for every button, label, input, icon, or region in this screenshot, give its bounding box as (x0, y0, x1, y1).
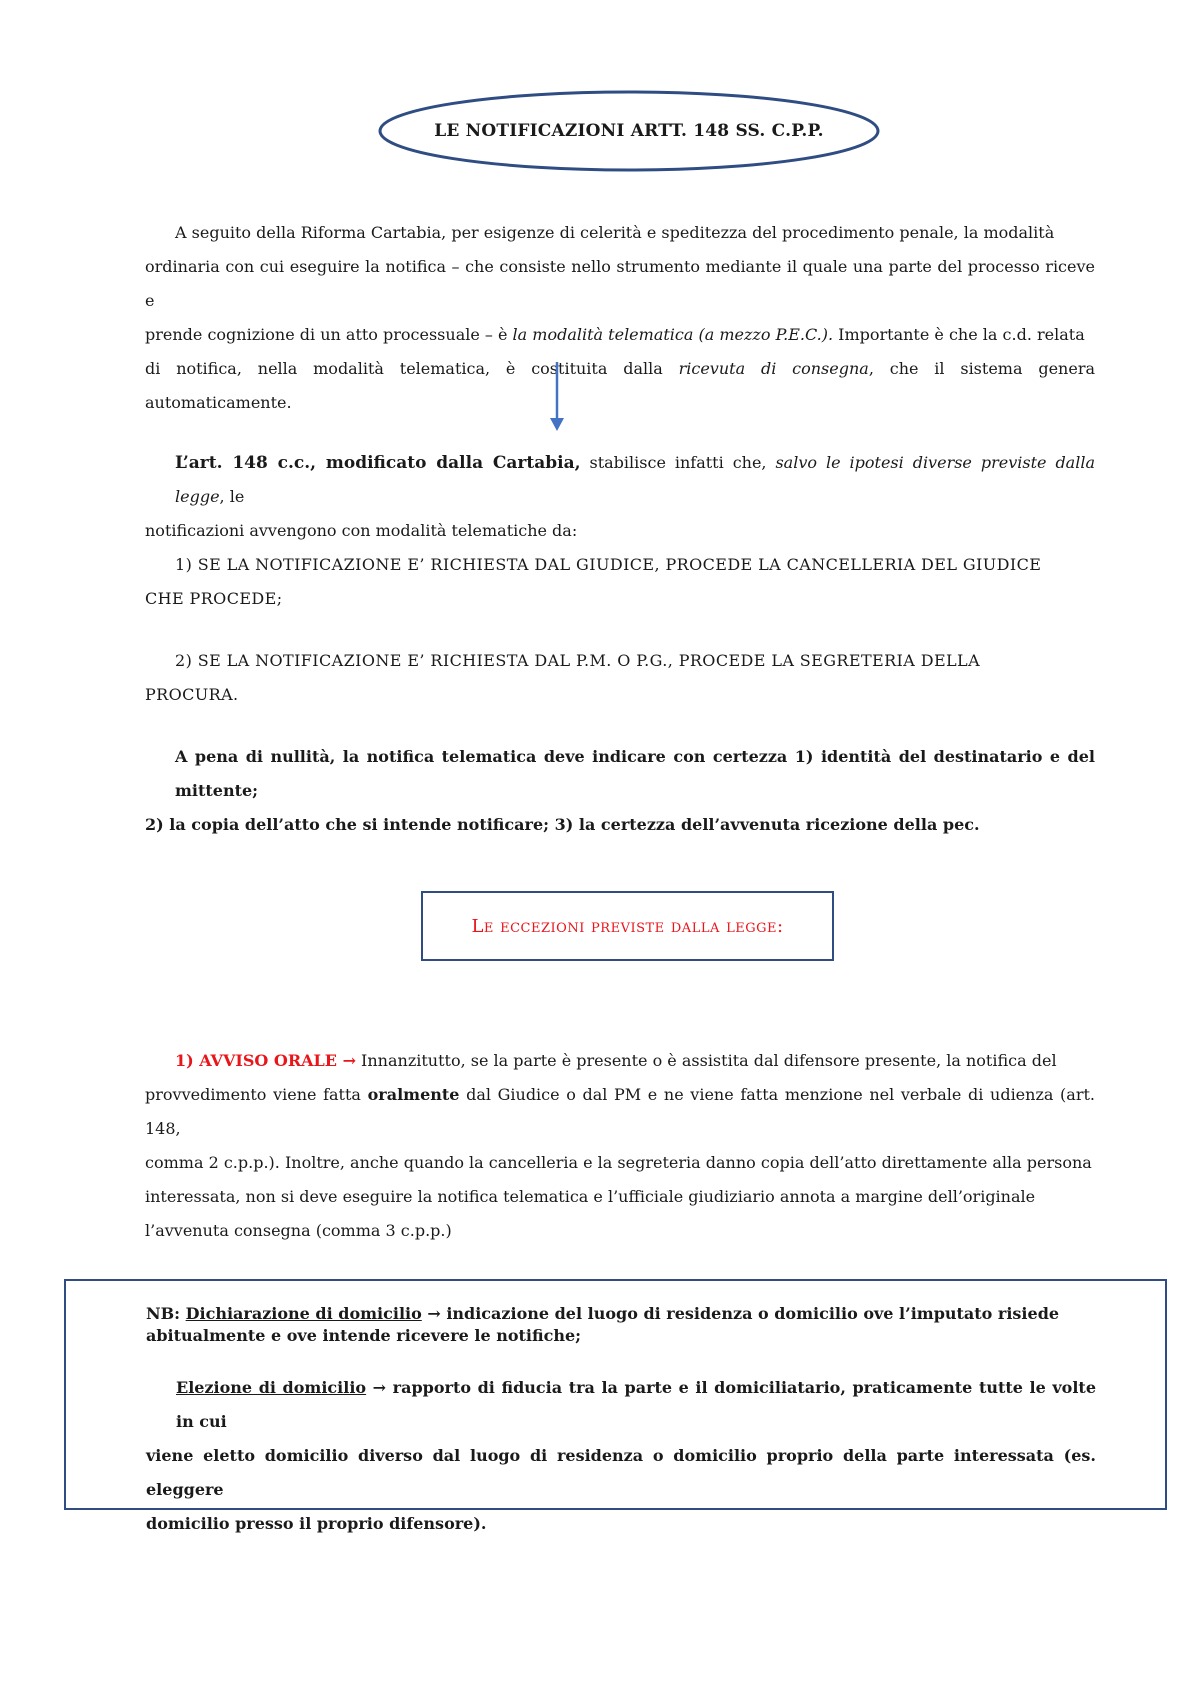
intro-line: ordinaria con cui eseguire la notifica – che consiste nello strumento mediante il quale una parte del processo riceve e (145, 257, 1095, 310)
art148-bold: L’art. 148 c.c., modificato dalla Cartabia, (175, 453, 581, 473)
art148-line: notificazioni avvengono con modalità telematiche da: (145, 521, 578, 540)
point-2 (145, 644, 1095, 712)
nb-dichiarazione-term: Dichiarazione di domicilio (185, 1304, 422, 1323)
avviso-paragraph (145, 1044, 1095, 1248)
avviso-line: comma 2 c.p.p.). Inoltre, anche quando la cancelleria e la segreteria danno copia dell’atto direttamente alla persona (145, 1153, 1092, 1172)
nb-dichiarazione (146, 1303, 1096, 1347)
page-title: LE NOTIFICAZIONI ARTT. 148 SS. C.P.P. (434, 121, 824, 141)
nb-text: indicazione del luogo di residenza o domicilio ove l’imputato risiede (446, 1304, 1060, 1323)
down-arrow-icon (549, 362, 565, 432)
art148-italic: salvo le ipotesi diverse previste dalla legge (175, 453, 1095, 506)
nullity-line: A pena di nullità, la notifica telematica deve indicare con certezza 1) identità del destinatario e del mittente; (175, 747, 1095, 800)
art148-line (145, 446, 1095, 514)
intro-line (145, 352, 1095, 420)
right-arrow-icon: → (421, 1304, 447, 1323)
intro-italic: la modalità telematica (a mezzo P.E.C.). (512, 325, 834, 344)
nullity-line: 2) la copia dell’atto che si intende notificare; 3) la certezza dell’avvenuta ricezione della pec. (145, 815, 980, 834)
nb-line: domicilio presso il proprio difensore). (146, 1514, 487, 1533)
avviso-bold: oralmente (367, 1085, 460, 1104)
intro-paragraph (145, 216, 1095, 420)
nb-box (64, 1279, 1167, 1533)
avviso-line: l’avvenuta consegna (comma 3 c.p.p.) (145, 1221, 452, 1240)
nb-line: abitualmente e ove intende ricevere le notifiche; (146, 1326, 582, 1345)
intro-text: , che il sistema genera automaticamente. (145, 359, 1096, 412)
right-arrow-icon: → (366, 1378, 393, 1397)
point-1 (145, 548, 1095, 616)
exceptions-heading-box (421, 891, 834, 961)
intro-line (145, 318, 1095, 352)
art148-text: stabilisce infatti che, (580, 453, 776, 472)
avviso-text: dal Giudice o dal PM e ne viene fatta menzione nel verbale di udienza (art. 148, (145, 1085, 1095, 1138)
nullity-paragraph (145, 740, 1095, 842)
nb-line: viene eletto domicilio diverso dal luogo di residenza o domicilio proprio della parte interessata (es. eleggere (146, 1446, 1096, 1499)
avviso-text: Innanzitutto, se la parte è presente o è assistita dal difensore presente, la notifica del (355, 1051, 1057, 1070)
title-oval (376, 88, 882, 174)
avviso-line: interessata, non si deve eseguire la notifica telematica e l’ufficiale giudiziario annota a margine dell’originale (145, 1187, 1036, 1206)
nb-text: rapporto di fiducia tra la parte e il domiciliatario, praticamente tutte le volte in cui (176, 1378, 1097, 1431)
avviso-text: provvedimento viene fatta (145, 1085, 368, 1104)
avviso-line (145, 1044, 1095, 1078)
avviso-line (145, 1078, 1095, 1146)
art148-text: , le (219, 487, 245, 506)
exceptions-heading: Le eccezioni previste dalla legge: (471, 915, 784, 937)
intro-italic: ricevuta di consegna (678, 359, 869, 378)
nb-line (146, 1303, 1096, 1325)
intro-line: A seguito della Riforma Cartabia, per esigenze di celerità e speditezza del procedimento penale, la modalità (175, 223, 1055, 242)
intro-text: Importante è che la c.d. relata (833, 325, 1085, 344)
nb-line (146, 1371, 1096, 1439)
nb-prefix: NB: (146, 1304, 186, 1323)
art148-paragraph (145, 446, 1095, 548)
point-1-line: CHE PROCEDE; (145, 589, 283, 608)
point-2-line: PROCURA. (145, 685, 239, 704)
point-2-line: 2) SE LA NOTIFICAZIONE E’ RICHIESTA DAL P.M. O P.G., PROCEDE LA SEGRETERIA DELLA (175, 651, 981, 670)
nb-elezione (146, 1371, 1096, 1541)
point-1-line: 1) SE LA NOTIFICAZIONE E’ RICHIESTA DAL GIUDICE, PROCEDE LA CANCELLERIA DEL GIUDICE (175, 555, 1042, 574)
intro-text: di notifica, nella modalità telematica, è costituita dalla (145, 359, 679, 378)
avviso-label: 1) AVVISO ORALE → (175, 1051, 356, 1070)
nb-elezione-term: Elezione di domicilio (176, 1378, 367, 1397)
intro-text: prende cognizione di un atto processuale – è (145, 325, 513, 344)
